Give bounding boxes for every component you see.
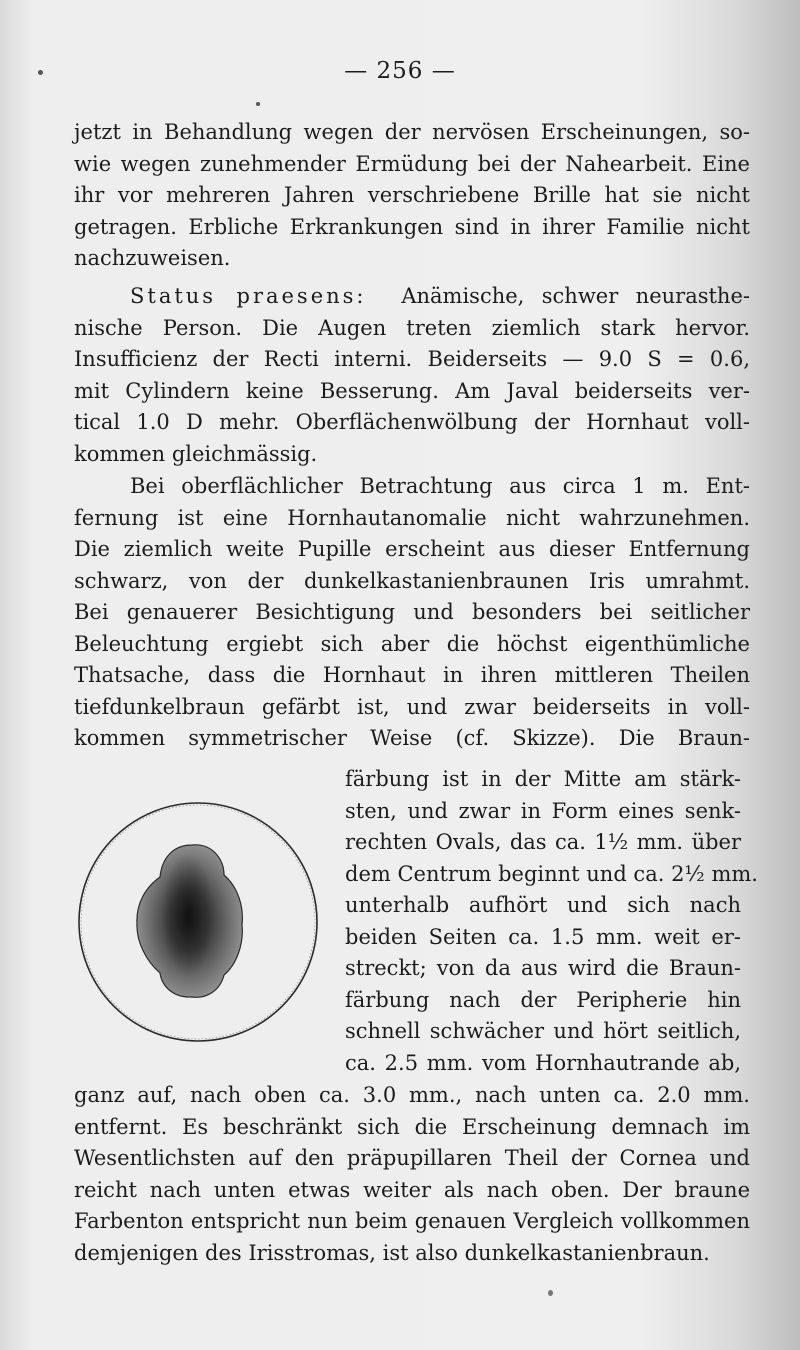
- print-speck: [548, 1290, 553, 1296]
- text-line: nische Person. Die Augen treten ziemlich stark hervor.: [74, 315, 750, 340]
- text-fragment: Anämische, schwer neurasthe-: [401, 284, 750, 308]
- text-line: schnell schwächer und hört seitlich,: [345, 1019, 741, 1043]
- text-line: tical 1.0 D mehr. Oberflächenwölbung der Hornhaut voll-: [74, 410, 750, 434]
- text-line: fernung ist eine Hornhautanomalie nicht wahrzunehmen.: [74, 505, 750, 530]
- text-line: demjenigen des Irisstromas, ist also dunkelkastanienbraun.: [74, 1240, 710, 1265]
- text-line: Wesentlichsten auf den präpupillaren Theil der Cornea und: [74, 1146, 750, 1170]
- text-line: beiden Seiten ca. 1.5 mm. weit er-: [345, 924, 741, 949]
- cornea-sketch-drawing: [74, 795, 324, 1047]
- text-line: nachzuweisen.: [74, 246, 231, 270]
- text-line: entfernt. Es beschränkt sich die Erscheinung demnach im: [74, 1114, 750, 1139]
- text-line: Bei oberflächlicher Betrachtung aus circa 1 m. Ent-: [130, 474, 750, 498]
- text-line: getragen. Erbliche Erkrankungen sind in ihrer Familie nicht: [74, 214, 750, 239]
- paragraph-3: [74, 471, 750, 755]
- paragraph-1: [74, 117, 750, 275]
- print-speck: [256, 102, 260, 106]
- text-line: kommen gleichmässig.: [74, 441, 318, 466]
- text-line: sten, und zwar in Form eines senk-: [345, 798, 741, 823]
- text-line: unterhalb aufhört und sich nach: [345, 893, 741, 917]
- text-line: Die ziemlich weite Pupille erscheint aus dieser Entfernung: [74, 537, 750, 561]
- page-number: — 256 —: [344, 58, 456, 84]
- figure-side-text: [345, 764, 758, 1079]
- print-speck: [38, 70, 43, 75]
- text-line: ganz auf, nach oben ca. 3.0 mm., nach unten ca. 2.0 mm.: [74, 1083, 750, 1107]
- dark-center-oval: [162, 853, 214, 977]
- text-line: reicht nach unten etwas weiter als nach oben. Der braune: [74, 1177, 750, 1202]
- paragraph-2: [74, 281, 750, 470]
- text-line: wie wegen zunehmender Ermüdung bei der Nahearbeit. Eine: [74, 151, 750, 176]
- text-line: Farbenton entspricht nun beim genauen Vergleich vollkommen: [74, 1209, 750, 1233]
- text-line: streckt; von da aus wird die Braun-: [345, 956, 741, 980]
- text-line: Thatsache, dass die Hornhaut in ihren mittleren Theilen: [74, 663, 750, 687]
- text-line: Beleuchtung ergiebt sich aber die höchst eigenthümliche: [74, 631, 750, 656]
- text-line: kommen symmetrischer Weise (cf. Skizze). Die Braun-: [74, 726, 750, 750]
- text-line: schwarz, von der dunkelkastanienbraunen Iris umrahmt.: [74, 568, 750, 593]
- status-praesens-heading: Status praesens:: [130, 284, 367, 308]
- text-line: rechten Ovals, das ca. 1½ mm. über: [345, 830, 741, 854]
- text-line: ca. 2.5 mm. vom Hornhautrande ab,: [345, 1050, 741, 1075]
- text-line: ihr vor mehreren Jahren verschriebene Brille hat sie nicht: [74, 183, 750, 207]
- text-line: Insufficienz der Recti interni. Beiderseits — 9.0 S = 0.6,: [74, 347, 750, 371]
- text-line: mit Cylindern keine Besserung. Am Javal beiderseits ver-: [74, 378, 750, 403]
- text-line: [74, 281, 750, 313]
- text-line: jetzt in Behandlung wegen der nervösen Erscheinungen, so-: [74, 120, 750, 144]
- text-line: tiefdunkelbraun gefärbt ist, und zwar beiderseits in voll-: [74, 694, 750, 719]
- text-line: Bei genauerer Besichtigung und besonders bei seitlicher: [74, 600, 750, 624]
- cornea-sketch: [74, 795, 324, 1047]
- text-line: färbung ist in der Mitte am stärk-: [345, 767, 741, 791]
- text-line: färbung nach der Peripherie hin: [345, 987, 741, 1012]
- paragraph-3-continued: [74, 1080, 750, 1269]
- text-line: dem Centrum beginnt und ca. 2½ mm.: [345, 861, 758, 886]
